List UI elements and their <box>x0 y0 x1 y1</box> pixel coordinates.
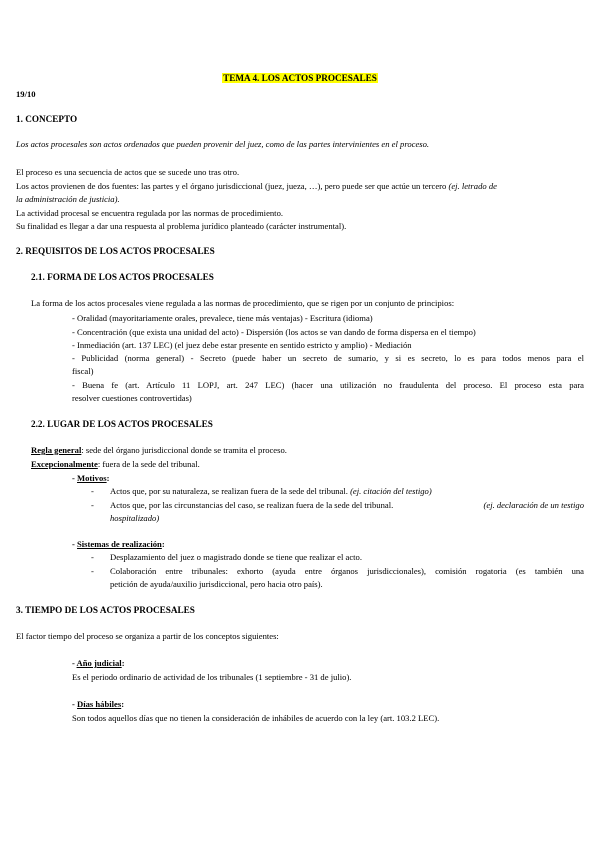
section-3-heading: 3. TIEMPO DE LOS ACTOS PROCESALES <box>16 605 195 615</box>
dias-habiles-heading: - Días hábiles: <box>72 699 125 709</box>
doc-title: TEMA 4. LOS ACTOS PROCESALES <box>223 73 377 83</box>
concept-p2-cont: la administración de justicia). <box>16 194 120 204</box>
forma-intro: La forma de los actos procesales viene regulada a las normas de procedimiento, que se rigen por un conjunto de principios: <box>31 298 455 308</box>
tiempo-intro: El factor tiempo del proceso se organiza a partir de los conceptos siguientes: <box>16 631 279 641</box>
list-bullet: - <box>91 566 94 576</box>
concept-p4: Su finalidad es llegar a dar una respuesta al problema jurídico planteado (carácter instrumental). <box>16 221 347 231</box>
excepcionalmente: Excepcionalmente: fuera de la sede del tribunal. <box>31 459 200 469</box>
sistema-item-cont: petición de ayuda/auxilio jurisdiccional, pero hacia otro país). <box>110 579 323 589</box>
list-bullet: - <box>91 500 94 510</box>
anio-judicial-text: Es el periodo ordinario de actividad de los tribunales (1 septiembre - 31 de julio). <box>72 672 352 682</box>
concept-p3: La actividad procesal se encuentra regulada por las normas de procedimiento. <box>16 208 284 218</box>
principle-item: - Buena fe (art. Artículo 11 LOPJ, art. 247 LEC) (hacer una utilización no fraudulenta del proceso. El proceso esta para <box>72 380 584 390</box>
principle-item: - Publicidad (norma general) - Secreto (puede haber un secreto de sumario, y si es secreto, lo es para todos menos para el <box>72 353 584 363</box>
date: 19/10 <box>16 89 36 99</box>
sistema-item: Colaboración entre tribunales: exhorto (ayuda entre órganos jurisdiccionales), comisión rogatoria (es también una <box>110 566 584 576</box>
section-2-1-heading: 2.1. FORMA DE LOS ACTOS PROCESALES <box>31 272 214 282</box>
concept-p1: El proceso es una secuencia de actos que se sucede uno tras otro. <box>16 167 240 177</box>
motivos-heading: - Motivos: <box>72 473 110 483</box>
list-bullet: - <box>91 486 94 496</box>
list-bullet: - <box>91 552 94 562</box>
anio-judicial-heading: - Año judicial: <box>72 658 125 668</box>
principle-item-cont: fiscal) <box>72 366 94 376</box>
section-1-heading: 1. CONCEPTO <box>16 114 78 124</box>
regla-general: Regla general: sede del órgano jurisdiccional donde se tramita el proceso. <box>31 445 287 455</box>
principle-item: - Concentración (que exista una unidad del acto) - Dispersión (los actos se van dando de forma dispersa en el tiempo) <box>72 327 476 337</box>
sistema-item: Desplazamiento del juez o magistrado donde se tiene que realizar el acto. <box>110 552 362 562</box>
principle-item: - Inmediación (art. 137 LEC) (el juez debe estar presente en sentido estricto y amplio) - Mediación <box>72 340 412 350</box>
section-2-2-heading: 2.2. LUGAR DE LOS ACTOS PROCESALES <box>31 419 213 429</box>
dias-habiles-text: Son todos aquellos días que no tienen la consideración de inhábiles de acuerdo con la ley (art. 103.2 LEC). <box>72 713 440 723</box>
concept-intro: Los actos procesales son actos ordenados que pueden provenir del juez, como de las partes intervinientes en el proceso. <box>16 139 430 149</box>
motivo-item: Actos que, por las circunstancias del caso, se realizan fuera de la sede del tribunal. (ej. declaración de un testigo <box>110 500 584 510</box>
principle-item-cont: resolver cuestiones controvertidas) <box>72 393 192 403</box>
section-2-heading: 2. REQUISITOS DE LOS ACTOS PROCESALES <box>16 246 215 256</box>
motivo-item: Actos que, por su naturaleza, se realizan fuera de la sede del tribunal. (ej. citación del testigo) <box>110 486 432 496</box>
motivo-item-cont: hospitalizado) <box>110 513 160 523</box>
principle-item: - Oralidad (mayoritariamente orales, prevalece, tiene más ventajas) - Escritura (idioma) <box>72 313 373 323</box>
concept-p2: Los actos provienen de dos fuentes: las partes y el órgano jurisdiccional (juez, jueza, …), pero puede ser que actúe un tercero (ej. letrado de <box>16 181 497 191</box>
sistemas-heading: - Sistemas de realización: <box>72 539 165 549</box>
